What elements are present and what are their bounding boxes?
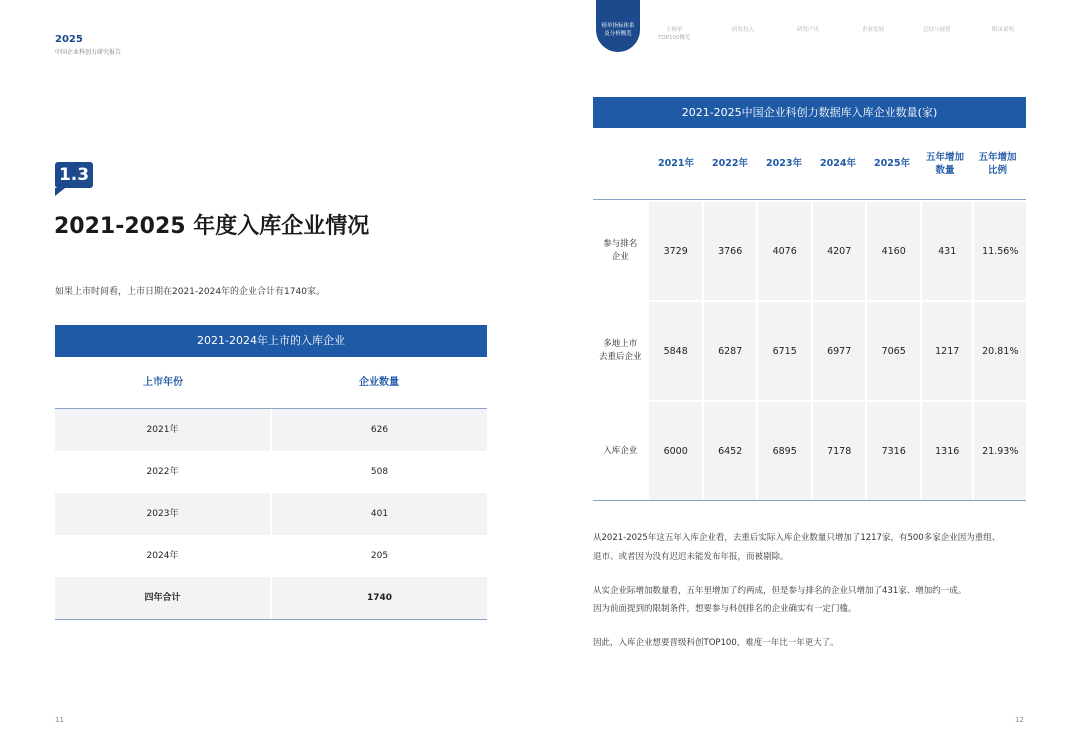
table-cell: 4160 bbox=[867, 202, 920, 300]
nav-item-summary[interactable] bbox=[923, 26, 951, 34]
nav-label: 附录说明 bbox=[992, 27, 1015, 33]
table-row bbox=[55, 451, 487, 493]
table-cell: 4207 bbox=[813, 202, 866, 300]
table-cell: 6715 bbox=[758, 302, 811, 400]
listing-year-table bbox=[55, 325, 487, 620]
table-bottom-rule bbox=[593, 500, 1026, 501]
table-cell: 6000 bbox=[649, 402, 702, 500]
nav-label: 研发产出 bbox=[797, 27, 820, 33]
body-paragraph: 从2021-2025年这五年入库企业看，去重后实际入库企业数量只增加了1217家，有500多家企业因为重组、 bbox=[593, 533, 1001, 543]
table-cell: 1217 bbox=[922, 302, 973, 400]
table-cell: 7316 bbox=[867, 402, 920, 500]
table-cell: 401 bbox=[272, 493, 487, 535]
nav-item-rd-output[interactable] bbox=[797, 26, 819, 34]
table-bottom-rule bbox=[55, 619, 487, 620]
table-cell: 11.56% bbox=[974, 202, 1026, 300]
table-cell: 508 bbox=[370, 467, 389, 477]
table-cell: 四年合计 bbox=[55, 577, 270, 619]
nav-item-development[interactable] bbox=[862, 26, 884, 34]
nav-item-rd-input[interactable] bbox=[732, 26, 754, 34]
nav-label: 主榜单 bbox=[666, 27, 683, 33]
row-label: 参与排名 企业 bbox=[603, 239, 638, 262]
table-header bbox=[55, 357, 487, 409]
row-label: 多地上市 去重后企业 bbox=[598, 339, 642, 362]
table-cell: 3766 bbox=[704, 202, 757, 300]
table-cell: 2023年 bbox=[55, 493, 270, 535]
table-row bbox=[55, 409, 487, 451]
page-title: 2021-2025 年度入库企业情况 bbox=[54, 214, 370, 239]
table-caption: 2021-2025中国企业科创力数据库入库企业数量(家) bbox=[593, 97, 1026, 128]
header-subtitle: 中国企业科创力研究报告 bbox=[55, 49, 122, 56]
page-number-left: 11 bbox=[55, 716, 64, 724]
table-cell: 4076 bbox=[758, 202, 811, 300]
table-cell: 6287 bbox=[704, 302, 757, 400]
table-header bbox=[593, 128, 1026, 200]
table-row bbox=[593, 400, 1026, 500]
chapter-nav bbox=[590, 0, 1080, 56]
table-row bbox=[593, 300, 1026, 400]
nav-label: 及分析概览 bbox=[604, 31, 632, 37]
nav-label: 总结与展望 bbox=[923, 27, 951, 33]
column-header-2025: 2025年 bbox=[874, 158, 910, 169]
body-paragraph: 因此，入库企业想要晋级科创TOP100，难度一年比一年更大了。 bbox=[593, 638, 839, 648]
nav-label: 企业发展 bbox=[862, 27, 885, 33]
nav-item-top100[interactable] bbox=[658, 26, 691, 42]
nav-label: TOP100概览 bbox=[658, 35, 691, 41]
table-cell: 7178 bbox=[813, 402, 866, 500]
table-cell: 431 bbox=[922, 202, 973, 300]
database-count-table bbox=[593, 97, 1026, 501]
table-row bbox=[55, 493, 487, 535]
header-year: 2025 bbox=[55, 34, 83, 45]
column-header-increase-count: 五年增加 数量 bbox=[925, 151, 964, 176]
table-cell: 6895 bbox=[758, 402, 811, 500]
page-number-right: 12 bbox=[1015, 716, 1024, 724]
column-header-2023: 2023年 bbox=[766, 158, 802, 169]
column-header-2022: 2022年 bbox=[712, 158, 748, 169]
table-row-total bbox=[55, 577, 487, 619]
column-header-increase-ratio: 五年增加 比例 bbox=[978, 151, 1017, 176]
nav-item-appendix[interactable] bbox=[992, 26, 1014, 34]
table-cell: 20.81% bbox=[974, 302, 1026, 400]
body-paragraph: 退市、或者因为没有迟迟未能发布年报，而被剔除。 bbox=[593, 552, 789, 562]
table-cell: 7065 bbox=[867, 302, 920, 400]
table-cell: 21.93% bbox=[974, 402, 1026, 500]
table-cell: 626 bbox=[272, 409, 487, 451]
column-header-2024: 2024年 bbox=[820, 158, 856, 169]
table-row bbox=[593, 200, 1026, 300]
table-cell: 3729 bbox=[649, 202, 702, 300]
table-row bbox=[55, 535, 487, 577]
table-cell: 5848 bbox=[649, 302, 702, 400]
nav-label: 榜单指标体系 bbox=[601, 23, 635, 29]
intro-text: 如果上市时间看，上市日期在2021-2024年的企业合计有1740家。 bbox=[55, 287, 325, 297]
column-header-count: 企业数量 bbox=[359, 377, 399, 388]
column-header-2021: 2021年 bbox=[658, 158, 694, 169]
table-cell: 2024年 bbox=[146, 551, 179, 561]
column-header-year: 上市年份 bbox=[143, 377, 183, 388]
table-cell: 2021年 bbox=[55, 409, 270, 451]
body-paragraph: 从实企业际增加数量看，五年里增加了约两成，但是参与排名的企业只增加了431家、增加约一成。 bbox=[593, 586, 967, 596]
body-paragraph: 因为前面提到的限制条件，想要参与科创排名的企业确实有一定门槛。 bbox=[593, 604, 857, 614]
table-caption: 2021-2024年上市的入库企业 bbox=[55, 325, 487, 357]
nav-label: 研发投入 bbox=[732, 27, 755, 33]
table-cell: 6452 bbox=[704, 402, 757, 500]
nav-item-active[interactable] bbox=[596, 0, 640, 52]
table-cell: 1316 bbox=[922, 402, 973, 500]
table-cell: 1740 bbox=[272, 577, 487, 619]
section-number-badge: 1.3 bbox=[55, 162, 93, 188]
row-label: 入库企业 bbox=[603, 445, 638, 456]
table-cell: 205 bbox=[370, 551, 389, 561]
table-cell: 2022年 bbox=[146, 467, 179, 477]
table-cell: 6977 bbox=[813, 302, 866, 400]
